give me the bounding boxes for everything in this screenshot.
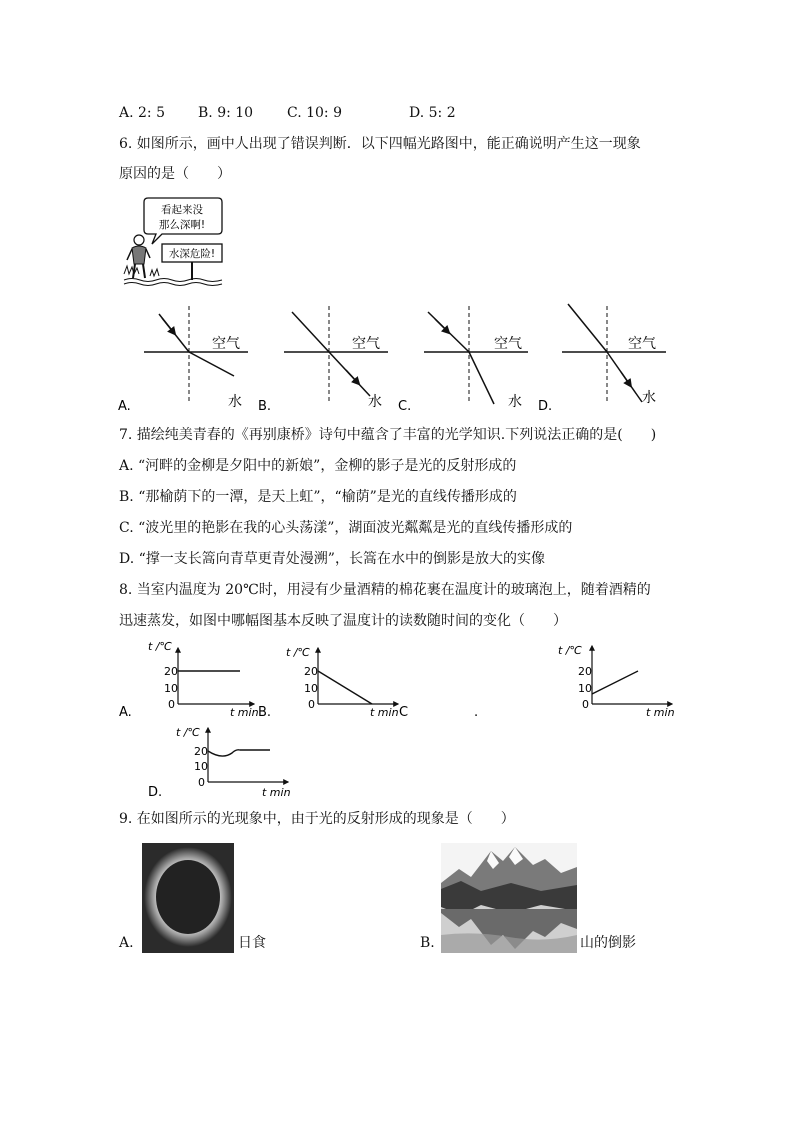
diagram-d-air-label: 空气 bbox=[628, 336, 656, 352]
q9-stem: 9. 在如图所示的光现象中，由于光的反射形成的现象是（ ） bbox=[119, 811, 515, 827]
graph-b-tick-20: 20 bbox=[304, 665, 318, 678]
q8-stem-line2: 迅速蒸发，如图中哪幅图基本反映了温度计的读数随时间的变化（ ） bbox=[119, 613, 567, 629]
diagram-d-label: D. bbox=[538, 399, 553, 414]
diagram-c-air-label: 空气 bbox=[494, 336, 522, 352]
q7-stem: 7. 描绘纯美青春的《再别康桥》诗句中蕴含了丰富的光学知识.下列说法正确的是( ) bbox=[119, 427, 657, 443]
graph-d-tick-20: 20 bbox=[194, 745, 208, 758]
q6-cartoon bbox=[122, 194, 226, 288]
graph-b-xlabel: t min bbox=[370, 706, 399, 719]
graph-d-tick-10: 10 bbox=[194, 760, 208, 773]
cartoon-speech-line1: 看起来没 bbox=[161, 204, 203, 216]
graph-d-xlabel: t min bbox=[262, 786, 291, 799]
ray-diagram-c bbox=[398, 306, 528, 414]
ray-diagram-a bbox=[118, 306, 248, 414]
graph-b-ylabel: t /℃ bbox=[286, 646, 310, 659]
graph-d-label: D. bbox=[148, 785, 163, 800]
q6-stem-line1: 6. 如图所示，画中人出现了错误判断．以下四幅光路图中，能正确说明产生这一现象 bbox=[119, 136, 641, 152]
cartoon-sign: 水深危险! bbox=[168, 248, 216, 260]
q7-option-a: A. “河畔的金柳是夕阳中的新娘”，金柳的影子是光的反射形成的 bbox=[119, 458, 517, 474]
q5-option-d: D. 5: 2 bbox=[409, 105, 456, 121]
diagram-b-water-label: 水 bbox=[368, 394, 382, 410]
graph-d-tick-0: 0 bbox=[198, 776, 205, 789]
q8-stem-line1: 8. 当室内温度为 20℃时，用浸有少量酒精的棉花裹在温度计的玻璃泡上，随着酒精的 bbox=[119, 582, 651, 598]
q8-graph-c bbox=[558, 644, 675, 719]
q6-stem-line2: 原因的是（ ） bbox=[119, 166, 231, 182]
graph-d-ylabel: t /℃ bbox=[176, 726, 200, 739]
graph-c-label: C bbox=[399, 705, 409, 720]
diagram-b-label: B. bbox=[258, 399, 272, 414]
q8-graph-a bbox=[119, 640, 259, 720]
q9-option-a-caption: 日食 bbox=[238, 935, 266, 951]
diagram-a-label: A. bbox=[118, 399, 131, 414]
q5-option-a: A. 2: 5 bbox=[119, 105, 165, 121]
diagram-d-water-label: 水 bbox=[642, 390, 656, 406]
cartoon-speech-line2: 那么深啊! bbox=[158, 219, 206, 231]
q6-ray-diagrams bbox=[112, 296, 682, 414]
graph-a-label: A. bbox=[119, 705, 132, 720]
q7-option-c: C. “波光里的艳影在我的心头荡漾”，湖面波光粼粼是光的直线传播形成的 bbox=[119, 520, 573, 536]
mountain-reflection-photo bbox=[441, 843, 577, 953]
graph-b-label: B. bbox=[258, 705, 272, 720]
graph-c-tick-10: 10 bbox=[578, 682, 592, 695]
q9-option-a-label: A. bbox=[119, 935, 134, 951]
graph-a-tick-10: 10 bbox=[164, 682, 178, 695]
graph-stray-dot: . bbox=[474, 705, 479, 720]
ray-diagram-b bbox=[258, 306, 388, 414]
diagram-a-air-label: 空气 bbox=[212, 336, 240, 352]
q8-graph-d bbox=[148, 726, 291, 800]
q9-option-b-label: B. bbox=[420, 935, 435, 951]
graph-c-ylabel: t /℃ bbox=[558, 644, 582, 657]
graph-c-xlabel: t min bbox=[646, 706, 675, 719]
graph-b-tick-0: 0 bbox=[308, 698, 315, 711]
q8-graphs bbox=[112, 636, 682, 800]
graph-a-ylabel: t /℃ bbox=[148, 640, 172, 653]
diagram-a-water-label: 水 bbox=[228, 394, 242, 410]
graph-c-tick-0: 0 bbox=[582, 698, 589, 711]
eclipse-photo bbox=[142, 843, 234, 953]
diagram-c-label: C. bbox=[398, 399, 412, 414]
diagram-b-air-label: 空气 bbox=[352, 336, 380, 352]
graph-a-tick-20: 20 bbox=[164, 665, 178, 678]
ray-diagram-d bbox=[538, 304, 666, 414]
graph-c-tick-20: 20 bbox=[578, 665, 592, 678]
diagram-c-water-label: 水 bbox=[508, 394, 522, 410]
q5-option-c: C. 10: 9 bbox=[287, 105, 343, 121]
graph-a-xlabel: t min bbox=[230, 706, 259, 719]
graph-a-tick-0: 0 bbox=[168, 698, 175, 711]
q7-option-d: D. “撑一支长篙向青草更青处漫溯”，长篙在水中的倒影是放大的实像 bbox=[119, 551, 545, 567]
q5-option-b: B. 9: 10 bbox=[198, 105, 254, 121]
graph-b-tick-10: 10 bbox=[304, 682, 318, 695]
q8-graph-b bbox=[258, 646, 408, 720]
q9-option-b-caption: 山的倒影 bbox=[580, 935, 636, 951]
q7-option-b: B. “那榆荫下的一潭，是天上虹”，“榆荫”是光的直线传播形成的 bbox=[119, 489, 517, 505]
